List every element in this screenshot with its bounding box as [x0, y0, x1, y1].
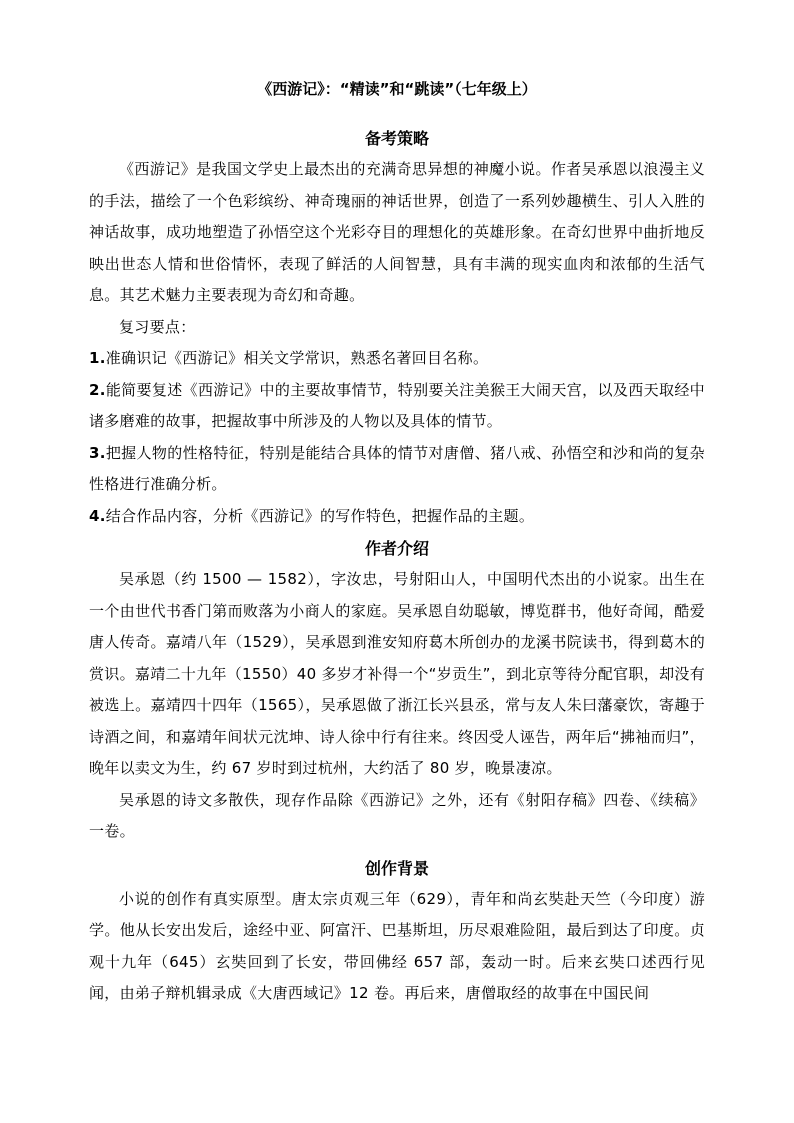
review-point-text: 准确识记《西游记》相关文学常识，熟悉名著回目名称。 [105, 349, 489, 367]
strategy-intro-paragraph: 《西游记》是我国文学史上最杰出的充满奇思异想的神魔小说。作者吴承恩以浪漫主义的手法，描绘了一个色彩缤纷、神奇瑰丽的神话世界，创造了一系列妙趣横生、引人入胜的神话故事，成功地塑造了孙悟空这个光彩夺目的理想化的英雄形象。在奇幻世界中曲折地反映出世态人情和世俗情怀，表现了鲜活的人间智慧，具有丰满的现实血肉和浓郁的生活气息。其艺术魅力主要表现为奇幻和奇趣。 [89, 160, 705, 304]
review-point-text: 结合作品内容，分析《西游记》的写作特色，把握作品的主题。 [105, 506, 535, 525]
review-point-3 [89, 438, 705, 501]
review-point-1 [89, 343, 705, 375]
author-paragraph-1: 吴承恩（约 1500 — 1582），字汝忠，号射阳山人，中国明代杰出的小说家。出生在一个由世代书香门第而败落为小商人的家庭。吴承恩自幼聪敏，博览群书，他好奇闻，酷爱唐人传奇。嘉靖八年（1529），吴承恩到淮安知府葛木所创办的龙溪书院读书，得到葛木的赏识。嘉靖二十九年（1550）40 多岁才补得一个“岁贡生”，到北京等待分配官职，却没有被选上。嘉靖四十四年（1565），吴承恩做了浙江长兴县丞，常与友人朱曰藩豪饮，寄趣于诗酒之间，和嘉靖年间状元沈坤、诗人徐中行有往来。终因受人诬告，两年后“拂袖而归”，晚年以卖文为生，约 67 岁时到过杭州，大约活了 80 岁，晚景凄凉。 [89, 570, 705, 777]
review-point-2 [89, 375, 705, 438]
author-paragraph-2: 吴承恩的诗文多散佚，现存作品除《西游记》之外，还有《射阳存稿》四卷、《续稿》一卷。 [89, 790, 705, 840]
review-point-4 [89, 501, 705, 533]
section-heading-author: 作者介绍 [364, 539, 429, 558]
review-point-text: 能简要复述《西游记》中的主要故事情节，特别要关注美猴王大闹天宫，以及西天取经中诸多磨难的故事，把握故事中所涉及的人物以及具体的情节。 [89, 380, 705, 430]
review-points-label: 复习要点： [119, 317, 196, 336]
review-point-number: 3. [89, 443, 106, 462]
review-point-number: 2. [89, 380, 106, 399]
document-title: 《西游记》：“精读”和“跳读”（七年级上） [257, 80, 537, 98]
background-paragraph-1: 小说的创作有真实原型。唐太宗贞观三年（629），青年和尚玄奘赴天竺（今印度）游学。他从长安出发后，途经中亚、阿富汗、巴基斯坦，历尽艰难险阻，最后到达了印度。贞观十九年（645）玄奘回到了长安，带回佛经 657 部，轰动一时。后来玄奘口述西行见闻，由弟子辩机辑录成《大唐西域记》12 卷。再后来，唐僧取经的故事在中国民间 [89, 889, 705, 1002]
review-point-number: 4. [89, 506, 106, 525]
review-point-text: 把握人物的性格特征，特别是能结合具体的情节对唐僧、猪八戒、孙悟空和沙和尚的复杂性格进行准确分析。 [89, 443, 705, 493]
section-heading-background: 创作背景 [364, 858, 429, 878]
section-heading-strategy: 备考策略 [364, 129, 429, 148]
document-body [89, 72, 705, 1010]
review-point-number: 1. [89, 349, 106, 367]
